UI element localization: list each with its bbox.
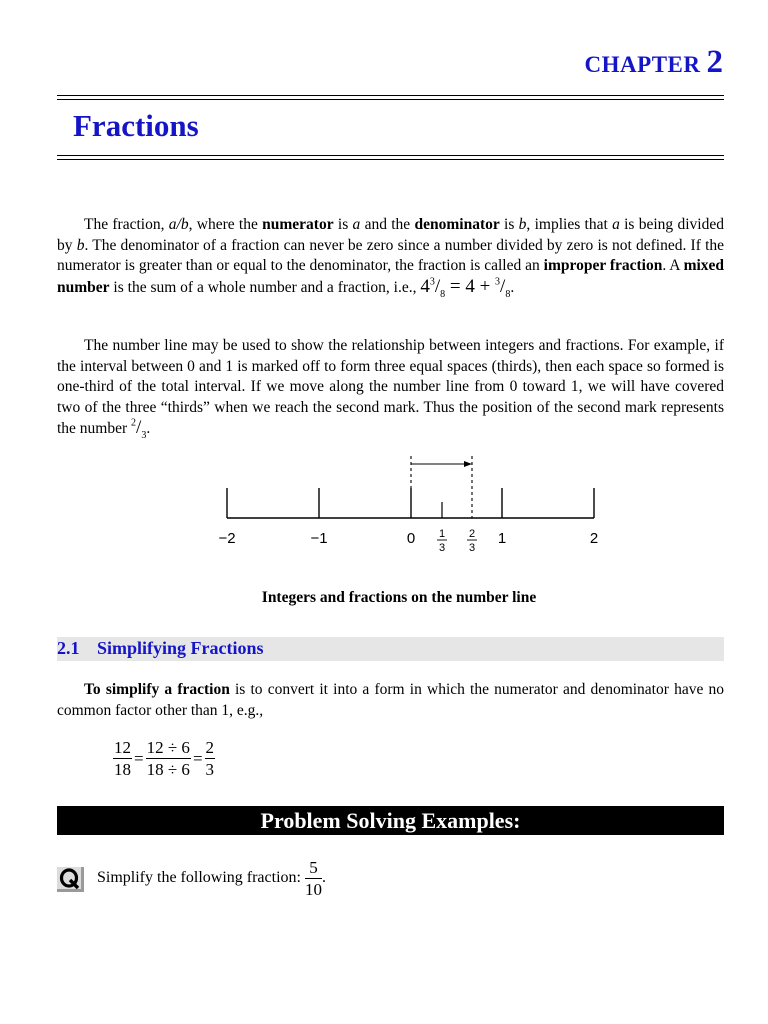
label-0: 0 <box>406 530 416 547</box>
intro-paragraph-1: The fraction, a/b, where the numerator is a and the denominator is b, implies that a is being divided by b. The denominator of a fraction can never be zero since a number divided by zero is not defined. If the numerator is greater than or equal to the denominator, the fraction is called an improper fraction. A mixed number is the sum of a whole number and a fraction, i.e., $4^3/_8 = 4 + ^3/_8$. <box>57 216 725 300</box>
label-1: 1 <box>497 530 507 547</box>
section-paragraph: To simplify a fraction is to convert it into a form in which the numerator and denominator have no common factor other than 1, e.g., <box>57 681 724 719</box>
fraction-divided: $\frac{12 \div 6}{18 \div 6}$ <box>146 738 190 779</box>
section-number: 2.1 <box>57 638 80 658</box>
term-simplify: To simplify a fraction <box>84 681 230 698</box>
label-two-thirds-num: 2 <box>468 528 476 540</box>
two-thirds-inline: $^2/_3$ <box>131 417 147 442</box>
simplify-equation: $\frac{12}{18}$ = $\frac{12 \div 6}{18 \div 6}$ = $\frac{2}{3}$ <box>114 738 215 779</box>
fraction-2-3: $\frac{2}{3}$ <box>205 738 215 779</box>
problem-banner: Problem Solving Examples: <box>57 806 724 835</box>
question-text: Simplify the following fraction: $\frac{5}{10}$ . <box>97 858 326 899</box>
top-rule <box>57 95 724 100</box>
figure-caption: Integers and fractions on the number line <box>261 589 537 606</box>
term-numerator: numerator <box>262 216 334 233</box>
term-improper-fraction: improper fraction <box>543 257 663 275</box>
label-2: 2 <box>589 530 599 547</box>
section-heading <box>57 637 724 661</box>
q-icon <box>57 867 84 892</box>
intro-paragraph-2: The number line may be used to show the relationship between integers and fractions. For example, if the interval between 0 and 1 is marked off to form three equal spaces (thirds), then each space so formed is one-third of the total interval. If we move along the number line from 0 toward 1, we will have covered two of the three “thirds” when we reach the second mark. Thus the position of the second mark represents the number $^2/_3$. <box>57 337 724 442</box>
fraction-12-18: $\frac{12}{18}$ <box>114 738 131 779</box>
chapter-word: CHAPTER <box>584 52 701 77</box>
term-denominator: denominator <box>414 216 500 233</box>
label-two-thirds-den: 3 <box>468 542 476 554</box>
section-title: Simplifying Fractions <box>97 638 264 658</box>
chapter-number: 2 <box>706 44 723 80</box>
label-minus-2: −2 <box>218 530 236 547</box>
bottom-rule <box>57 155 724 160</box>
chapter-heading <box>585 44 723 81</box>
label-minus-1: −1 <box>310 530 328 547</box>
term-mixed-number: mixed number <box>57 257 725 296</box>
page-title: Fractions <box>73 108 199 143</box>
number-line-figure <box>205 452 615 562</box>
mixed-number-example: $4^3/_8 = 4 + ^3/_8$ <box>420 275 511 300</box>
label-one-third-den: 3 <box>438 542 446 554</box>
question-fraction: $\frac{5}{10}$ <box>304 858 322 899</box>
label-one-third-num: 1 <box>438 528 446 540</box>
arrow-head <box>464 461 472 467</box>
